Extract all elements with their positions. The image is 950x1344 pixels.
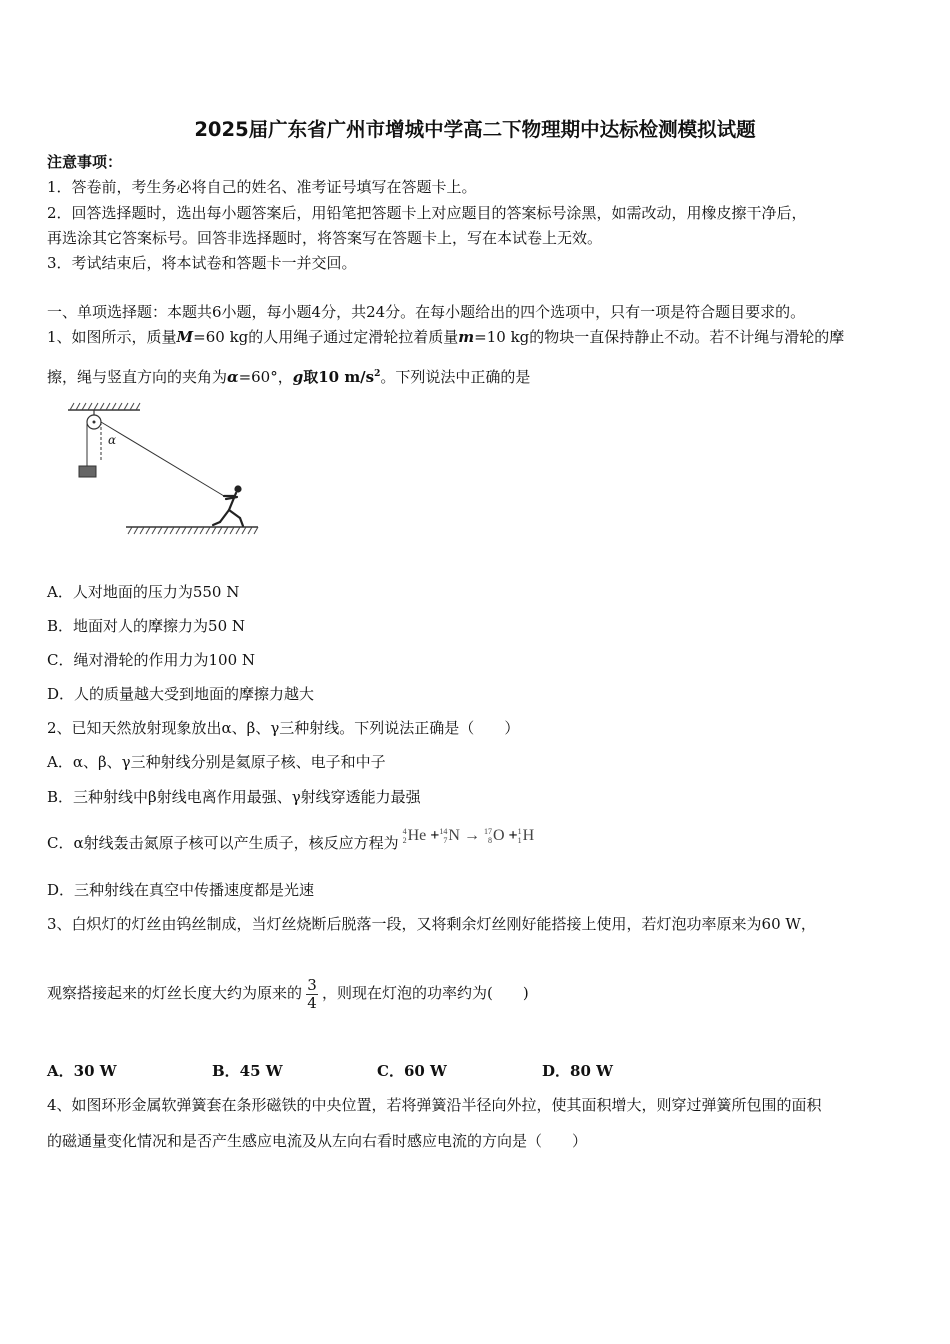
q3-option-a: A．30 W bbox=[47, 1062, 117, 1080]
rope-right bbox=[101, 422, 224, 496]
q1-option-d: D．人的质量越大受到地面的摩擦力越大 bbox=[47, 685, 315, 703]
nuclear-equation: 4 2 He + 14 7 N → 17 8 O + 1 1 H bbox=[402, 827, 535, 846]
q3-option-c: C．60 W bbox=[377, 1062, 447, 1080]
q2-stem: 2、已知天然放射现象放出α、β、γ三种射线。下列说法正确是（ ） bbox=[47, 719, 520, 737]
hanging-block bbox=[79, 466, 96, 477]
alpha-label: α bbox=[108, 433, 117, 447]
ground-hatch bbox=[128, 527, 258, 534]
q3-stem-line1: 3、白炽灯的灯丝由钨丝制成，当灯丝烧断后脱落一段，又将剩余灯丝刚好能搭接上使用，若灯泡功率原来为60 W， bbox=[47, 915, 816, 933]
notice-item: 1．答卷前，考生务必将自己的姓名、准考证号填写在答题卡上。 bbox=[47, 178, 477, 196]
q3-stem-line2: 观察搭接起来的灯丝长度大约为原来的 $\frac{3}{4}$ ，则现在灯泡的功率约为( ) bbox=[47, 975, 529, 1012]
q1-option-b: B．地面对人的摩擦力为50 N bbox=[47, 617, 246, 635]
person-figure bbox=[213, 485, 243, 526]
fraction-3-4: $\frac{3}{4}$ bbox=[307, 975, 317, 1012]
notice-item: 2．回答选择题时，选出每小题答案后，用铅笔把答题卡上对应题目的答案标号涂黑，如需改动，用橡皮擦干净后， bbox=[47, 204, 807, 222]
q1-option-c: C．绳对滑轮的作用力为100 N bbox=[47, 651, 256, 669]
page-title: 2025届广东省广州市增城中学高二下物理期中达标检测模拟试题 bbox=[194, 118, 756, 141]
q4-stem-line1: 4、如图环形金属软弹簧套在条形磁铁的中央位置，若将弹簧沿半径向外拉，使其面积增大，则穿过弹簧所包围的面积 bbox=[47, 1096, 822, 1114]
q3-option-b: B．45 W bbox=[212, 1062, 283, 1080]
notice-item: 再选涂其它答案标号。回答非选择题时，将答案写在答题卡上，写在本试卷上无效。 bbox=[47, 229, 603, 247]
pulley-figure bbox=[62, 398, 262, 536]
q4-stem-line2: 的磁通量变化情况和是否产生感应电流及从左向右看时感应电流的方向是（ ） bbox=[47, 1132, 588, 1150]
q1-stem-line2: 擦，绳与竖直方向的夹角为α=60°，g取10 $m/s^2$。下列说法中正确的是 bbox=[47, 368, 531, 386]
q3-option-d: D．80 W bbox=[542, 1062, 613, 1080]
q1-stem-line1: 1、如图所示，质量M=60 kg的人用绳子通过定滑轮拉着质量m=10 kg的物块一直保持静止不动。若不计绳与滑轮的摩 bbox=[47, 328, 845, 346]
q2-option-c: C．α射线轰击氮原子核可以产生质子，核反应方程为 4 2 He + 14 7 N → 17 8 O + 1 1 H bbox=[47, 827, 535, 852]
notice-heading: 注意事项： bbox=[47, 153, 123, 171]
q2-option-b: B．三种射线中β射线电离作用最强、γ射线穿透能力最强 bbox=[47, 788, 421, 806]
notice-item: 3．考试结束后，将本试卷和答题卡一并交回。 bbox=[47, 254, 357, 272]
q2-option-d: D．三种射线在真空中传播速度都是光速 bbox=[47, 881, 315, 899]
ceiling-hatch bbox=[70, 403, 140, 410]
q1-option-a: A．人对地面的压力为550 N bbox=[47, 583, 240, 601]
section-heading: 一、单项选择题：本题共6小题，每小题4分，共24分。在每小题给出的四个选项中，只有一项是符合题目要求的。 bbox=[47, 303, 806, 321]
q2-option-a: A．α、β、γ三种射线分别是氦原子核、电子和中子 bbox=[47, 753, 386, 771]
